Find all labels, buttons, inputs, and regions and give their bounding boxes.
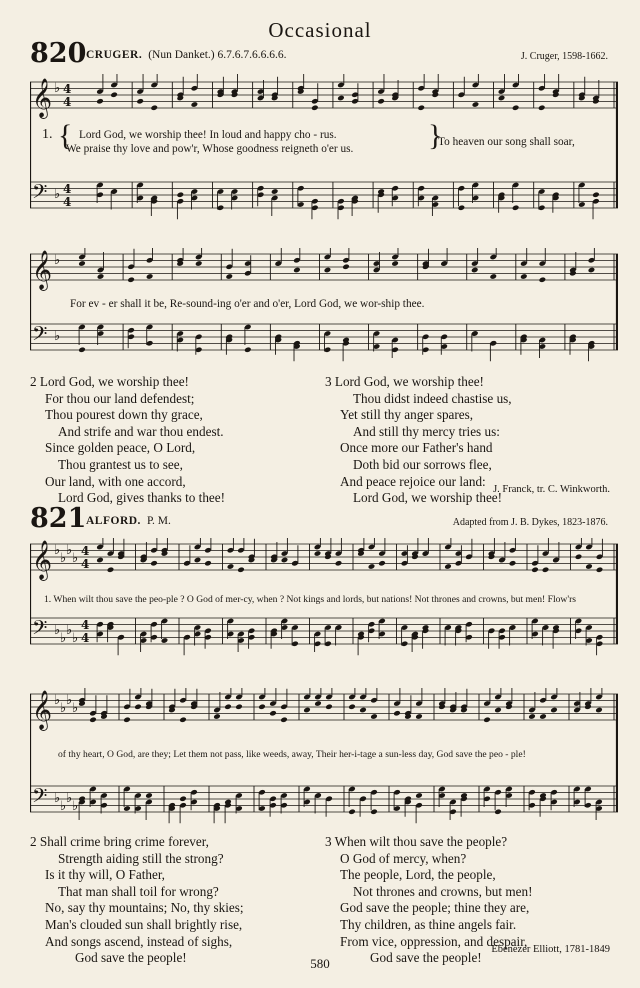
svg-text:♭: ♭: [60, 551, 67, 566]
verse-line: God save the people; thine they are,: [340, 900, 530, 916]
verse-line: Thou grantest us to see,: [58, 456, 183, 472]
verse-line: Since golden peace, O Lord,: [45, 440, 196, 456]
svg-text:♭: ♭: [54, 791, 61, 806]
verse-line: That man shall toil for wrong?: [58, 883, 219, 899]
verse-line: Once more our Father's hand: [340, 440, 493, 456]
svg-text:♭: ♭: [54, 81, 61, 96]
svg-text:♭: ♭: [66, 791, 73, 806]
svg-text:4: 4: [63, 95, 72, 109]
lyric-line: 1. When wilt thou save the peo-ple ? O God of mer-cy, when ? Not kings and lords, but nations! Not thrones and crowns, but men! Flow'rs: [44, 594, 577, 605]
verse-line: 3 Lord God, we worship thee!: [325, 374, 484, 389]
svg-text:♭: ♭: [60, 631, 67, 646]
verse-line: 2 Lord God, we worship thee!: [30, 374, 189, 389]
lyric-line: of thy heart, O God, are they; Let them not pass, like weeds, away, Their her-i-tage a sun-less day, God save the peo - ple!: [58, 749, 526, 760]
svg-text:𝄢: 𝄢: [32, 784, 48, 812]
treble-staff: [30, 248, 618, 291]
svg-text:♭: ♭: [54, 623, 61, 638]
verse-line: Lord God, we worship thee!: [353, 490, 503, 506]
svg-text:♭: ♭: [66, 623, 73, 638]
verse-block: [325, 374, 512, 507]
hymn-number: 821: [30, 503, 87, 534]
bass-staff: [30, 616, 618, 655]
verse-line: Thou pourest down thy grace,: [45, 407, 203, 423]
svg-text:♭: ♭: [54, 693, 61, 708]
svg-text:♭: ♭: [72, 701, 79, 716]
verse-block: [30, 834, 244, 967]
verse-line: Is it thy will, O Father,: [45, 867, 165, 883]
verse-line: Yet still thy anger spares,: [340, 407, 474, 423]
verse-line: 2 Shall crime bring crime forever,: [30, 834, 209, 849]
treble-staff: [30, 74, 618, 119]
composer-credit: Adapted from J. B. Dykes, 1823-1876.: [452, 517, 608, 528]
lyric-brace: }: [428, 119, 443, 152]
lyric-line: Lord God, we worship thee! In loud and happy cho - rus.: [79, 129, 337, 141]
svg-text:4: 4: [81, 618, 90, 632]
verse-line: For thou our land defendest;: [45, 390, 195, 406]
treble-staff: [30, 688, 618, 731]
verse-line: Our land, with one accord,: [45, 473, 186, 489]
svg-text:♭: ♭: [72, 799, 79, 814]
svg-text:4: 4: [81, 631, 90, 645]
svg-text:𝄢: 𝄢: [32, 180, 48, 208]
tune-heading: [86, 49, 287, 61]
lyric-line: We praise thy love and pow'r, Whose goodness reigneth o'er us.: [66, 143, 354, 155]
bass-staff: [30, 322, 618, 361]
tune-heading: [86, 515, 171, 527]
svg-text:♭: ♭: [66, 693, 73, 708]
svg-text:♭: ♭: [60, 701, 67, 716]
verse-line: Man's clouded sun shall brightly rise,: [45, 916, 243, 932]
svg-text:𝄞: 𝄞: [32, 250, 53, 290]
verse-line: God save the people!: [75, 950, 187, 966]
bass-staff: [30, 180, 618, 219]
bass-staff: [30, 784, 618, 823]
verse-line: Strength aiding still the strong?: [58, 850, 224, 866]
svg-text:4: 4: [81, 544, 90, 558]
svg-text:𝄞: 𝄞: [32, 540, 53, 580]
verse-number: 1.: [42, 127, 53, 142]
verse-line: 3 When wilt thou save the people?: [325, 834, 508, 849]
svg-text:𝄢: 𝄢: [32, 616, 48, 644]
treble-staff: [30, 538, 618, 581]
svg-text:4: 4: [81, 557, 90, 571]
svg-text:𝄞: 𝄞: [32, 78, 53, 118]
svg-text:4: 4: [63, 82, 72, 96]
lyric-brace: {: [58, 119, 73, 152]
verse-line: And strife and war thou endest.: [58, 423, 224, 439]
verse-line: No, say thy mountains; No, thy skies;: [45, 900, 244, 916]
tune-meter: (Nun Danket.) 6.7.6.7.6.6.6.6.: [148, 49, 287, 61]
verse-line: Thou didst indeed chastise us,: [353, 390, 512, 406]
svg-text:♭: ♭: [54, 543, 61, 558]
translator-credit: J. Franck, tr. C. Winkworth.: [493, 484, 610, 495]
lyric-line: For ev - er shall it be, Re-sound-ing o'er and o'er, Lord God, we wor-ship thee.: [70, 298, 425, 310]
music-system: [30, 538, 618, 678]
section-title: Occasional: [268, 18, 372, 42]
svg-text:♭: ♭: [54, 253, 61, 268]
verse-line: God save the people!: [370, 950, 482, 966]
svg-text:♭: ♭: [72, 551, 79, 566]
tune-name: CRUGER.: [86, 49, 143, 61]
tune-meter: P. M.: [146, 515, 171, 527]
verse-line: And still thy mercy tries us:: [353, 423, 500, 439]
verse-line: O God of mercy, when?: [340, 850, 467, 866]
composer-credit: J. Cruger, 1598-1662.: [520, 51, 608, 62]
verse-block: [30, 374, 225, 507]
svg-text:4: 4: [63, 195, 72, 209]
hymn-number: 820: [30, 38, 87, 69]
svg-text:𝄞: 𝄞: [32, 690, 53, 730]
svg-text:4: 4: [63, 182, 72, 196]
svg-text:♭: ♭: [60, 799, 67, 814]
page-number: 580: [310, 956, 330, 971]
svg-text:♭: ♭: [54, 329, 61, 344]
verse-line: Lord God, gives thanks to thee!: [58, 490, 226, 506]
author-credit: Ebenezer Elliott, 1781-1849: [491, 944, 610, 955]
svg-text:𝄢: 𝄢: [32, 322, 48, 350]
svg-text:♭: ♭: [54, 187, 61, 202]
tune-name: ALFORD.: [86, 515, 141, 527]
verse-line: Not thrones and crowns, but men!: [353, 883, 533, 899]
svg-text:♭: ♭: [72, 631, 79, 646]
verse-line: From vice, oppression, and despair,: [340, 933, 528, 949]
verse-line: And peace rejoice our land:: [340, 473, 486, 489]
svg-text:♭: ♭: [66, 543, 73, 558]
verse-line: Doth bid our sorrows flee,: [353, 456, 492, 472]
verse-line: The people, Lord, the people,: [340, 867, 496, 883]
verse-line: And songs ascend, instead of sighs,: [45, 933, 233, 949]
lyric-line: To heaven our song shall soar,: [438, 136, 575, 148]
verse-line: Thy children, as thine angels fair.: [340, 916, 517, 932]
